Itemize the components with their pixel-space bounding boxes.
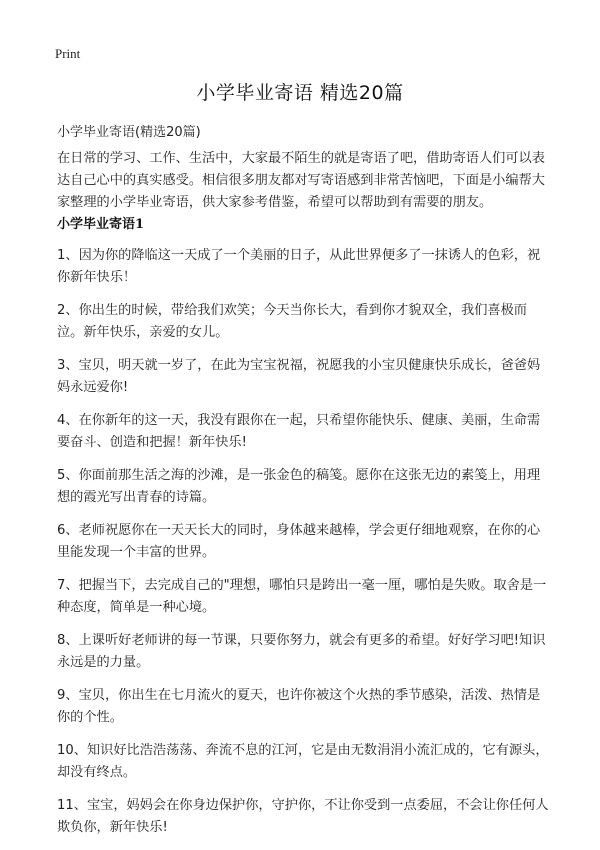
wish-item-9: 9、宝贝，你出生在七月流火的夏天，也许你被这个火热的季节感染，活泼、热情是你的个性。	[57, 688, 541, 725]
wish-item-3: 3、宝贝，明天就一岁了，在此为宝宝祝福，祝愿我的小宝贝健康快乐成长，爸爸妈妈永远爱你!	[57, 358, 541, 395]
print-label[interactable]: Print	[55, 46, 81, 61]
wish-list	[57, 245, 549, 850]
wish-item-8: 8、上课听好老师讲的每一节课，只要你努力，就会有更多的希望。好好学习吧!知识永远是的力量。	[57, 633, 546, 670]
wish-item-1: 1、因为你的降临这一天成了一个美丽的日子，从此世界便多了一抹诱人的色彩，祝你新年快乐！	[57, 248, 541, 285]
wish-item-7: 7、把握当下，去完成自己的"理想，哪怕只是跨出一毫一厘，哪怕是失败。取舍是一种态度，简单是一种心境。	[57, 578, 547, 615]
wish-item-11: 11、宝宝，妈妈会在你身边保护你，守护你，不让你受到一点委屈，不会让你任何人欺负你，新年快乐!	[57, 798, 549, 835]
wish-item-10: 10、知识好比浩浩荡荡、奔流不息的江河，它是由无数涓涓小流汇成的，它有源头，却没有终点。	[57, 743, 549, 780]
section-heading: 小学毕业寄语1	[57, 217, 145, 232]
wish-item-6: 6、老师祝愿你在一天天长大的同时，身体越来越棒，学会更仔细地观察，在你的心里能发现一个丰富的世界。	[57, 523, 541, 560]
document-subtitle: 小学毕业寄语(精选20篇)	[57, 125, 201, 140]
wish-item-5: 5、你面前那生活之海的沙滩，是一张金色的稿笺。愿你在这张无边的素笺上，用理想的霞光写出青春的诗篇。	[57, 468, 541, 505]
intro-paragraph: 在日常的学习、工作、生活中，大家最不陌生的就是寄语了吧，借助寄语人们可以表达自己心中的真实感受。相信很多朋友都对写寄语感到非常苦恼吧，下面是小编帮大家整理的小学毕业寄语，供大家参考借鉴，希望可以帮助到有需要的朋友。	[57, 151, 545, 210]
wish-item-2: 2、你出生的时候，带给我们欢笑；今天当你长大，看到你才貌双全，我们喜极而泣。新年快乐，亲爱的女儿。	[57, 303, 527, 340]
page-title: 小学毕业寄语 精选20篇	[196, 82, 404, 104]
wish-item-4: 4、在你新年的这一天，我没有跟你在一起，只希望你能快乐、健康、美丽，生命需要奋斗、创造和把握！新年快乐!	[57, 413, 541, 450]
